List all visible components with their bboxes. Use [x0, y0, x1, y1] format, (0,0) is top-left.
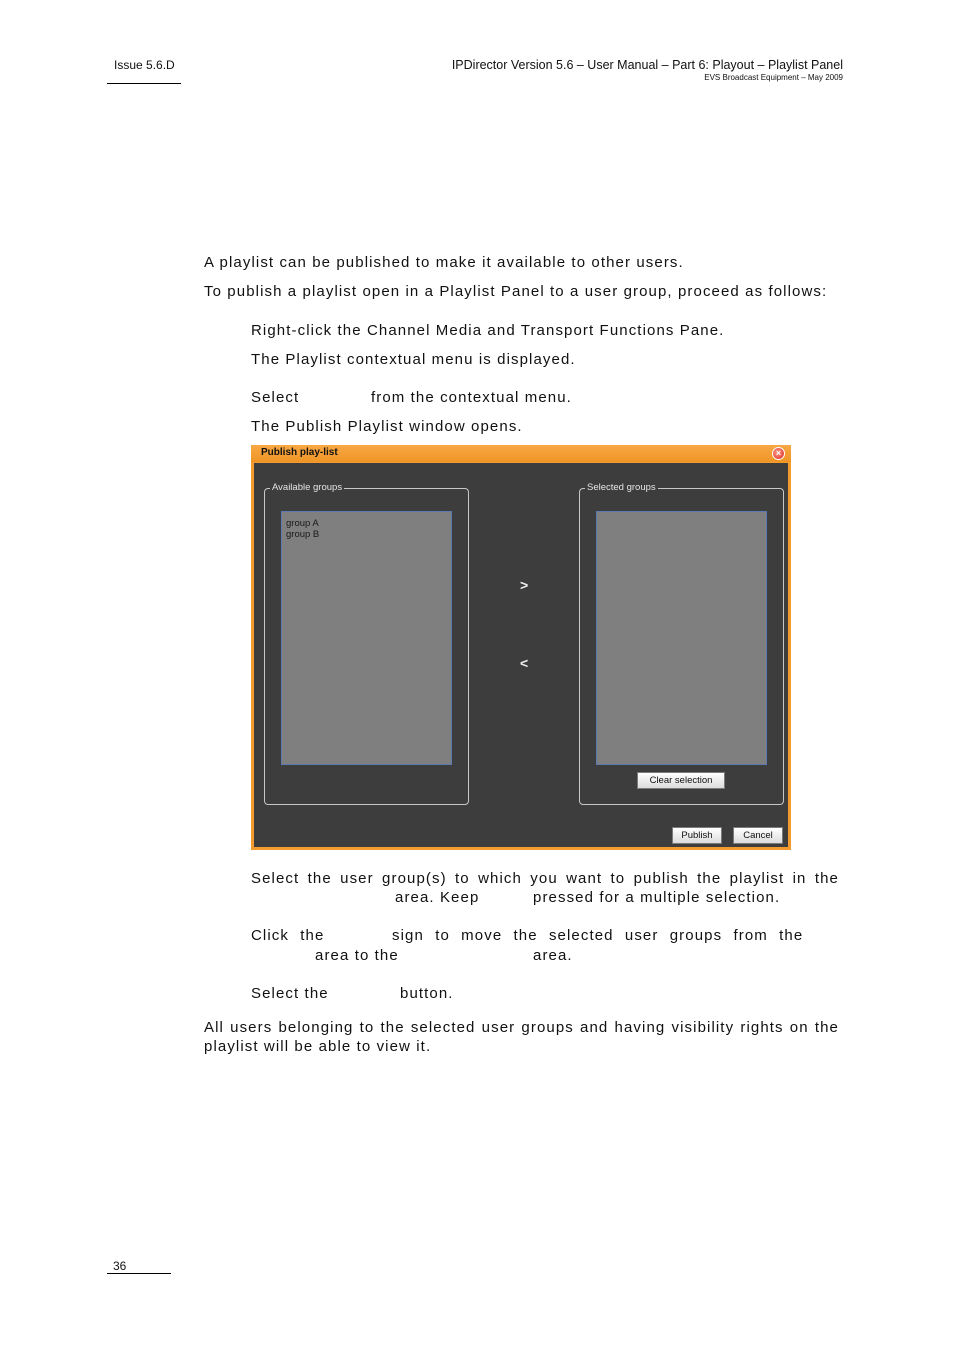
- step-3-line-1: Select the user group(s) to which you want to publish the playlist in the: [251, 870, 839, 887]
- header-rule: [107, 83, 181, 84]
- step-4-line-2a: area to the: [315, 947, 399, 964]
- selected-groups-box: [579, 482, 784, 805]
- remove-group-arrow-button[interactable]: <: [520, 655, 529, 671]
- available-groups-list[interactable]: [281, 511, 452, 765]
- conclusion-line-1: All users belonging to the selected user groups and having visibility rights on the: [204, 1019, 839, 1036]
- list-item[interactable]: group B: [286, 529, 320, 540]
- available-groups-box: [264, 482, 469, 805]
- step-2-result: The Publish Playlist window opens.: [251, 418, 523, 435]
- footer-rule: [107, 1273, 171, 1274]
- step-5-part-a: Select the: [251, 985, 329, 1002]
- dialog-body: [254, 463, 788, 847]
- document-subtitle: EVS Broadcast Equipment – May 2009: [704, 73, 843, 82]
- clear-selection-button[interactable]: Clear selection: [637, 772, 725, 789]
- procedure-intro: To publish a playlist open in a Playlist Panel to a user group, proceed as follows:: [204, 283, 828, 300]
- add-group-arrow-button[interactable]: >: [520, 577, 529, 593]
- selected-groups-label: Selected groups: [587, 482, 656, 493]
- intro-paragraph: A playlist can be published to make it available to other users.: [204, 254, 684, 271]
- conclusion-line-2: playlist will be able to view it.: [204, 1038, 432, 1055]
- dialog-title: Publish play-list: [261, 447, 338, 458]
- step-2-part-a: Select: [251, 389, 300, 406]
- step-1-result: The Playlist contextual menu is displayed.: [251, 351, 576, 368]
- document-title: IPDirector Version 5.6 – User Manual – Part 6: Playout – Playlist Panel: [451, 58, 843, 72]
- step-2-part-b: from the contextual menu.: [371, 389, 572, 406]
- step-1: Right-click the Channel Media and Transport Functions Pane.: [251, 322, 725, 339]
- publish-button[interactable]: Publish: [672, 827, 722, 844]
- step-4-line-1: Click the sign to move the selected user groups from the: [251, 927, 804, 944]
- issue-label: Issue 5.6.D: [114, 58, 175, 72]
- publish-playlist-dialog: [251, 445, 791, 850]
- step-4-line-2b: area.: [533, 947, 573, 964]
- close-icon[interactable]: ×: [772, 447, 785, 460]
- available-groups-label: Available groups: [272, 482, 343, 493]
- dialog-title-bar: [251, 445, 791, 462]
- page-number: 36: [113, 1259, 127, 1273]
- list-item[interactable]: group A: [286, 518, 319, 529]
- selected-groups-list[interactable]: [596, 511, 767, 765]
- step-3-line-2b: pressed for a multiple selection.: [533, 889, 781, 906]
- cancel-button[interactable]: Cancel: [733, 827, 783, 844]
- step-5-part-b: button.: [400, 985, 454, 1002]
- step-3-line-2a: area. Keep: [395, 889, 480, 906]
